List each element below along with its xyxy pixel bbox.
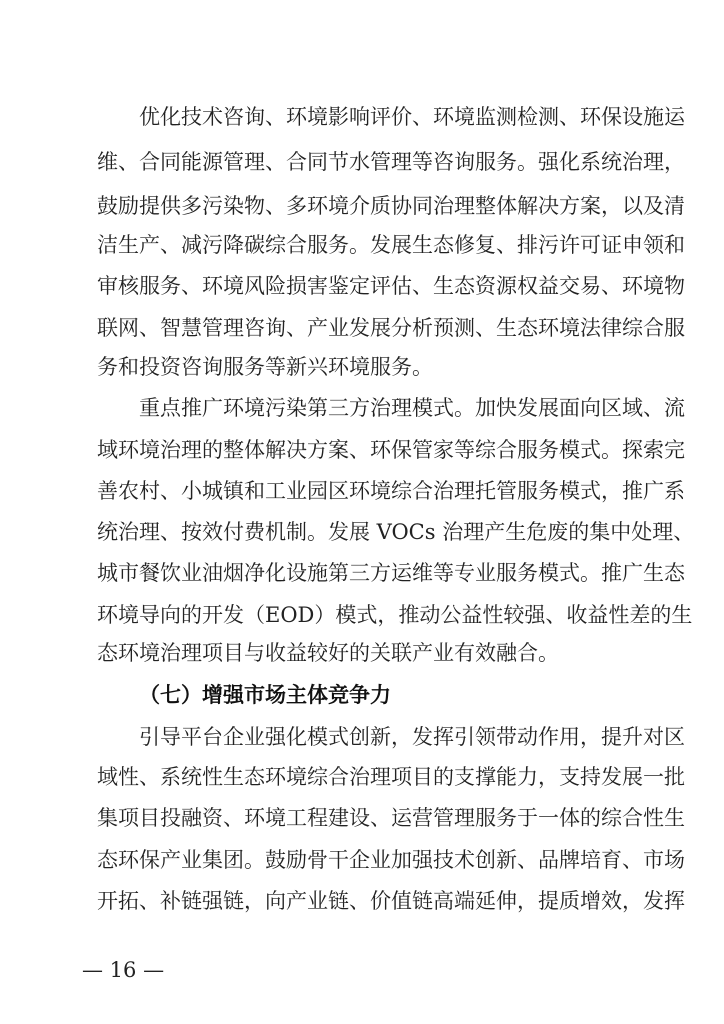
section-heading: （七）增强市场主体竞争力 xyxy=(139,682,391,707)
paragraph-2-line-3: 善农村、小城镇和工业园区环境综合治理托管服务模式，推广系 xyxy=(97,479,685,503)
paragraph-1-line-7: 务和投资咨询服务等新兴环境服务。 xyxy=(97,355,433,379)
paragraph-1-line-6: 联网、智慧管理咨询、产业发展分析预测、生态环境法律综合服 xyxy=(97,316,685,340)
page-number: — 16 — xyxy=(82,958,165,982)
paragraph-2-line-2: 域环境治理的整体解决方案、环保管家等综合服务模式。探索完 xyxy=(97,438,685,462)
paragraph-3-line-3: 集项目投融资、环境工程建设、运营管理服务于一体的综合性生 xyxy=(97,806,685,830)
paragraph-2-line-5: 城市餐饮业油烟净化设施第三方运维等专业服务模式。推广生态 xyxy=(97,561,685,585)
paragraph-1-line-2: 维、合同能源管理、合同节水管理等咨询服务。强化系统治理， xyxy=(97,150,685,174)
paragraph-3-line-2: 域性、系统性生态环境综合治理项目的支撑能力，支持发展一批 xyxy=(97,765,685,789)
paragraph-2-line-4: 统治理、按效付费机制。发展 VOCs 治理产生危废的集中处理、 xyxy=(97,520,695,544)
paragraph-3-line-5: 开拓、补链强链，向产业链、价值链高端延伸，提质增效，发挥 xyxy=(97,889,685,913)
paragraph-1-line-4: 洁生产、减污降碳综合服务。发展生态修复、排污许可证申领和 xyxy=(97,233,685,257)
paragraph-3-line-1: 引导平台企业强化模式创新，发挥引领带动作用，提升对区 xyxy=(139,725,685,749)
paragraph-1-line-1: 优化技术咨询、环境影响评价、环境监测检测、环保设施运 xyxy=(139,105,685,129)
paragraph-2-line-1: 重点推广环境污染第三方治理模式。加快发展面向区域、流 xyxy=(139,396,685,420)
paragraph-2-line-6: 环境导向的开发（EOD）模式，推动公益性较强、收益性差的生 xyxy=(97,603,693,627)
paragraph-3-line-4: 态环保产业集团。鼓励骨干企业加强技术创新、品牌培育、市场 xyxy=(97,848,685,872)
paragraph-1-line-5: 审核服务、环境风险损害鉴定评估、生态资源权益交易、环境物 xyxy=(97,274,685,298)
paragraph-2-line-7: 态环境治理项目与收益较好的关联产业有效融合。 xyxy=(97,641,559,665)
paragraph-1-line-3: 鼓励提供多污染物、多环境介质协同治理整体解决方案，以及清 xyxy=(97,194,685,218)
